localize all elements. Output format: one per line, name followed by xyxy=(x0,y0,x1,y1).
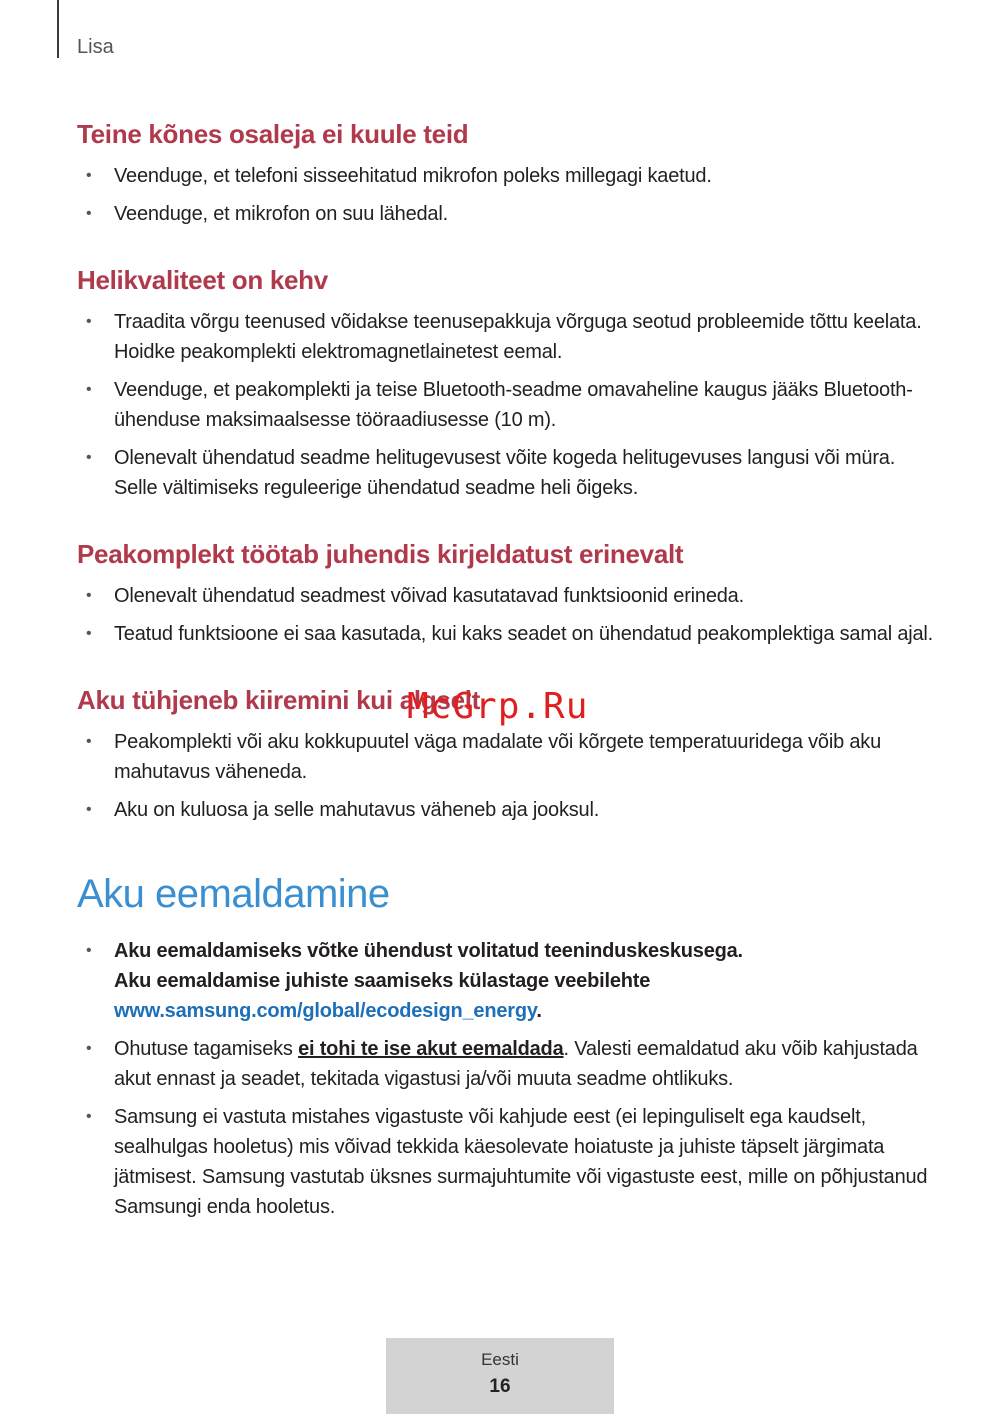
list-item: • Samsung ei vastuta mistahes vigastuste või kahjude eest (ei lepinguliselt ega kaudselt, sealhulgas hooletus) mis võivad tekkida käesolevate hoiatuste ja juhiste täpselt järgimata jätmisest. Samsung vastutab üksnes surmajuhtumite või vigastuste eest, mille on põhjustanud Samsungi enda hooletus. xyxy=(77,1102,937,1222)
footer-language: Eesti xyxy=(481,1350,519,1369)
bullet-icon: • xyxy=(86,1040,92,1057)
section-behavior xyxy=(77,536,937,649)
removal-instructions: Aku eemaldamise juhiste saamiseks külastage veebilehte xyxy=(114,970,651,992)
page-content xyxy=(77,116,937,1230)
section-label: Lisa xyxy=(77,36,114,58)
list-item: • Peakomplekti või aku kokkupuutel väga madalate või kõrgete temperatuuridega võib aku mahutavus väheneda. xyxy=(77,727,937,787)
header-rule xyxy=(57,0,59,58)
bullet-list xyxy=(77,307,937,503)
bullet-icon: • xyxy=(86,733,92,750)
section-title: Peakomplekt töötab juhendis kirjeldatust erinevalt xyxy=(77,539,684,569)
list-item: • Aku on kuluosa ja selle mahutavus väheneb aja jooksul. xyxy=(77,795,937,825)
section-title: Aku tühjeneb kiiremini kui algselt xyxy=(77,685,481,715)
bullet-icon: • xyxy=(86,205,92,222)
section-title: Teine kõnes osaleja ei kuule teid xyxy=(77,119,469,149)
list-item: • Veenduge, et mikrofon on suu lähedal. xyxy=(77,199,937,229)
section-mic xyxy=(77,116,937,229)
bullet-icon: • xyxy=(86,1108,92,1125)
bullet-list xyxy=(77,936,937,1222)
bullet-icon: • xyxy=(86,942,92,959)
bullet-icon: • xyxy=(86,801,92,818)
bullet-list xyxy=(77,161,937,229)
list-item: • Traadita võrgu teenused võidakse teenusepakkuja võrguga seotud probleemide tõttu keelata. Hoidke peakomplekti elektromagnetlainetest eemal. xyxy=(77,307,937,367)
list-item: • Teatud funktsioone ei saa kasutada, kui kaks seadet on ühendatud peakomplektiga samal ajal. xyxy=(77,619,937,649)
ecodesign-link[interactable]: www.samsung.com/global/ecodesign_energy xyxy=(114,1000,537,1022)
list-item: • Veenduge, et telefoni sisseehitatud mikrofon poleks millegagi kaetud. xyxy=(77,161,937,191)
watermark: McGrp.Ru xyxy=(407,686,589,727)
removal-notice: Aku eemaldamiseks võtke ühendust volitatud teeninduskeskusega. xyxy=(114,940,743,962)
page-number: 16 xyxy=(489,1376,511,1397)
chapter-title: Aku eemaldamine xyxy=(77,872,390,916)
list-item: • Olenevalt ühendatud seadme helitugevusest võite kogeda helitugevuses langusi või müra. Selle vältimiseks reguleerige ühendatud seadme heli õigeks. xyxy=(77,443,937,503)
bullet-icon: • xyxy=(86,313,92,330)
section-battery-removal xyxy=(77,869,937,1222)
section-sound-quality xyxy=(77,262,937,503)
page-footer xyxy=(386,1338,614,1414)
bullet-list xyxy=(77,727,937,825)
bullet-icon: • xyxy=(86,587,92,604)
bullet-icon: • xyxy=(86,167,92,184)
bullet-icon: • xyxy=(86,449,92,466)
list-item: • Aku eemaldamiseks võtke ühendust volitatud teeninduskeskusega. Aku eemaldamise juhiste saamiseks külastage veebilehte www.samsung.com/global/ecodesign_energy. xyxy=(77,936,937,1026)
section-title: Helikvaliteet on kehv xyxy=(77,265,328,295)
list-item: • Veenduge, et peakomplekti ja teise Bluetooth-seadme omavaheline kaugus jääks Bluetooth-ühenduse maksimaalsesse tööraadiusesse (10 m). xyxy=(77,375,937,435)
bullet-icon: • xyxy=(86,381,92,398)
list-item: • Olenevalt ühendatud seadmest võivad kasutatavad funktsioonid erineda. xyxy=(77,581,937,611)
list-item: • Ohutuse tagamiseks ei tohi te ise akut eemaldada. Valesti eemaldatud aku võib kahjustada akut ennast ja seadet, tekitada vigastusi ja/või muuta seadme ohtlikuks. xyxy=(77,1034,937,1094)
warning-emphasis: ei tohi te ise akut eemaldada xyxy=(298,1038,564,1060)
bullet-list xyxy=(77,581,937,649)
bullet-icon: • xyxy=(86,625,92,642)
